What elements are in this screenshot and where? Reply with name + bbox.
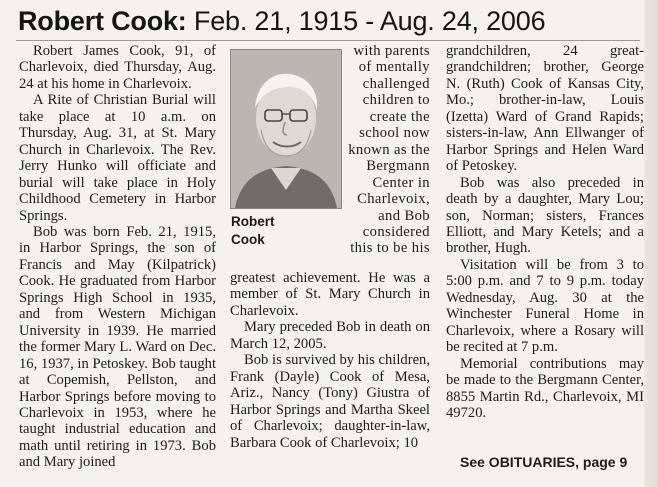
- obituary-paragraph: Bob was born Feb. 21, 1915, in Harbor Springs, the son of Francis and May (Kilpatrick) Cook. He graduated from Harbor Springs High School in 1935, and from Western Michigan University in 1939. He married the former Mary L. Ward on Dec. 16, 1937, in Petoskey. Bob taught at Copemish, Pellston, and Harbor Springs before moving to Charlevoix in 1953, where he taught industrial education and math until retiring in 1973. Bob and Mary joined: [19, 223, 216, 471]
- column-1: [19, 43, 216, 471]
- headline-rule: [16, 40, 640, 41]
- adjacent-page-edge: [644, 0, 658, 487]
- column-2-beside-photo: [348, 43, 430, 257]
- obituary-paragraph: Bob was also preceded in death by a daughter, Mary Lou; son, Norman; sisters, Frances Elliott, and Mary Ketels; and a brother, Hugh.: [446, 174, 644, 257]
- headline-name: Robert Cook:: [18, 6, 187, 36]
- obituary-paragraph: Bob is survived by his children, Frank (Dayle) Cook of Mesa, Ariz., Nancy (Tony) Giustra of Harbor Springs and Martha Skeel of Charlevoix; daughter-in-law, Barbara Cook of Charlevoix; 10: [230, 352, 430, 451]
- obituary-paragraph: Visitation will be from 3 to 5:00 p.m. and 7 to 9 p.m. today Wednesday, Aug. 30 at the Winchester Funeral Home in Charlevoix, where a Rosary will be recited at 7 p.m.: [446, 256, 644, 356]
- caption-last-name: Cook: [231, 232, 265, 247]
- column-2: [230, 270, 430, 451]
- obituary-paragraph: Memorial contributions may be made to the Bergmann Center, 8855 Martin Rd., Charlevoix, MI 49720.: [446, 355, 644, 421]
- obituary-headline: [18, 4, 545, 38]
- obituary-paragraph: with parents of mentally challenged children to create the school now known as the Bergmann Center in Charlevoix, and Bob considered this to be his: [348, 43, 430, 257]
- continuation-reference: See OBITUARIES, page 9: [460, 454, 628, 470]
- caption-first-name: Robert: [231, 214, 275, 229]
- obituary-paragraph: Robert James Cook, 91, of Charlevoix, died Thursday, Aug. 24 at his home in Charlevoix.: [19, 43, 216, 92]
- photo-caption: [231, 213, 341, 249]
- headline-dates: Feb. 21, 1915 - Aug. 24, 2006: [193, 6, 546, 36]
- obituary-paragraph: greatest achievement. He was a member of St. Mary Church in Charlevoix.: [230, 270, 430, 319]
- column-3: [446, 43, 644, 421]
- obituary-paragraph: Mary preceded Bob in death on March 12, 2005.: [230, 319, 430, 352]
- obituary-paragraph: grandchildren, 24 great-grandchildren; brother, George N. (Ruth) Cook of Kansas City, Mo.; brother-in-law, Louis (Izetta) Ward of Grand Rapids; sisters-in-law, Ann Ellwanger of Harbor Springs and Helen Ward of Petoskey.: [446, 43, 644, 175]
- portrait-image: [231, 50, 341, 208]
- portrait-photo: [230, 49, 342, 209]
- obituary-paragraph: A Rite of Christian Burial will take place at 10 a.m. on Thursday, Aug. 31, at St. Mary Church in Charlevoix. The Rev. Jerry Hunko will officiate and burial will take place in Holy Childhood Cemetery in Harbor Springs.: [19, 92, 216, 224]
